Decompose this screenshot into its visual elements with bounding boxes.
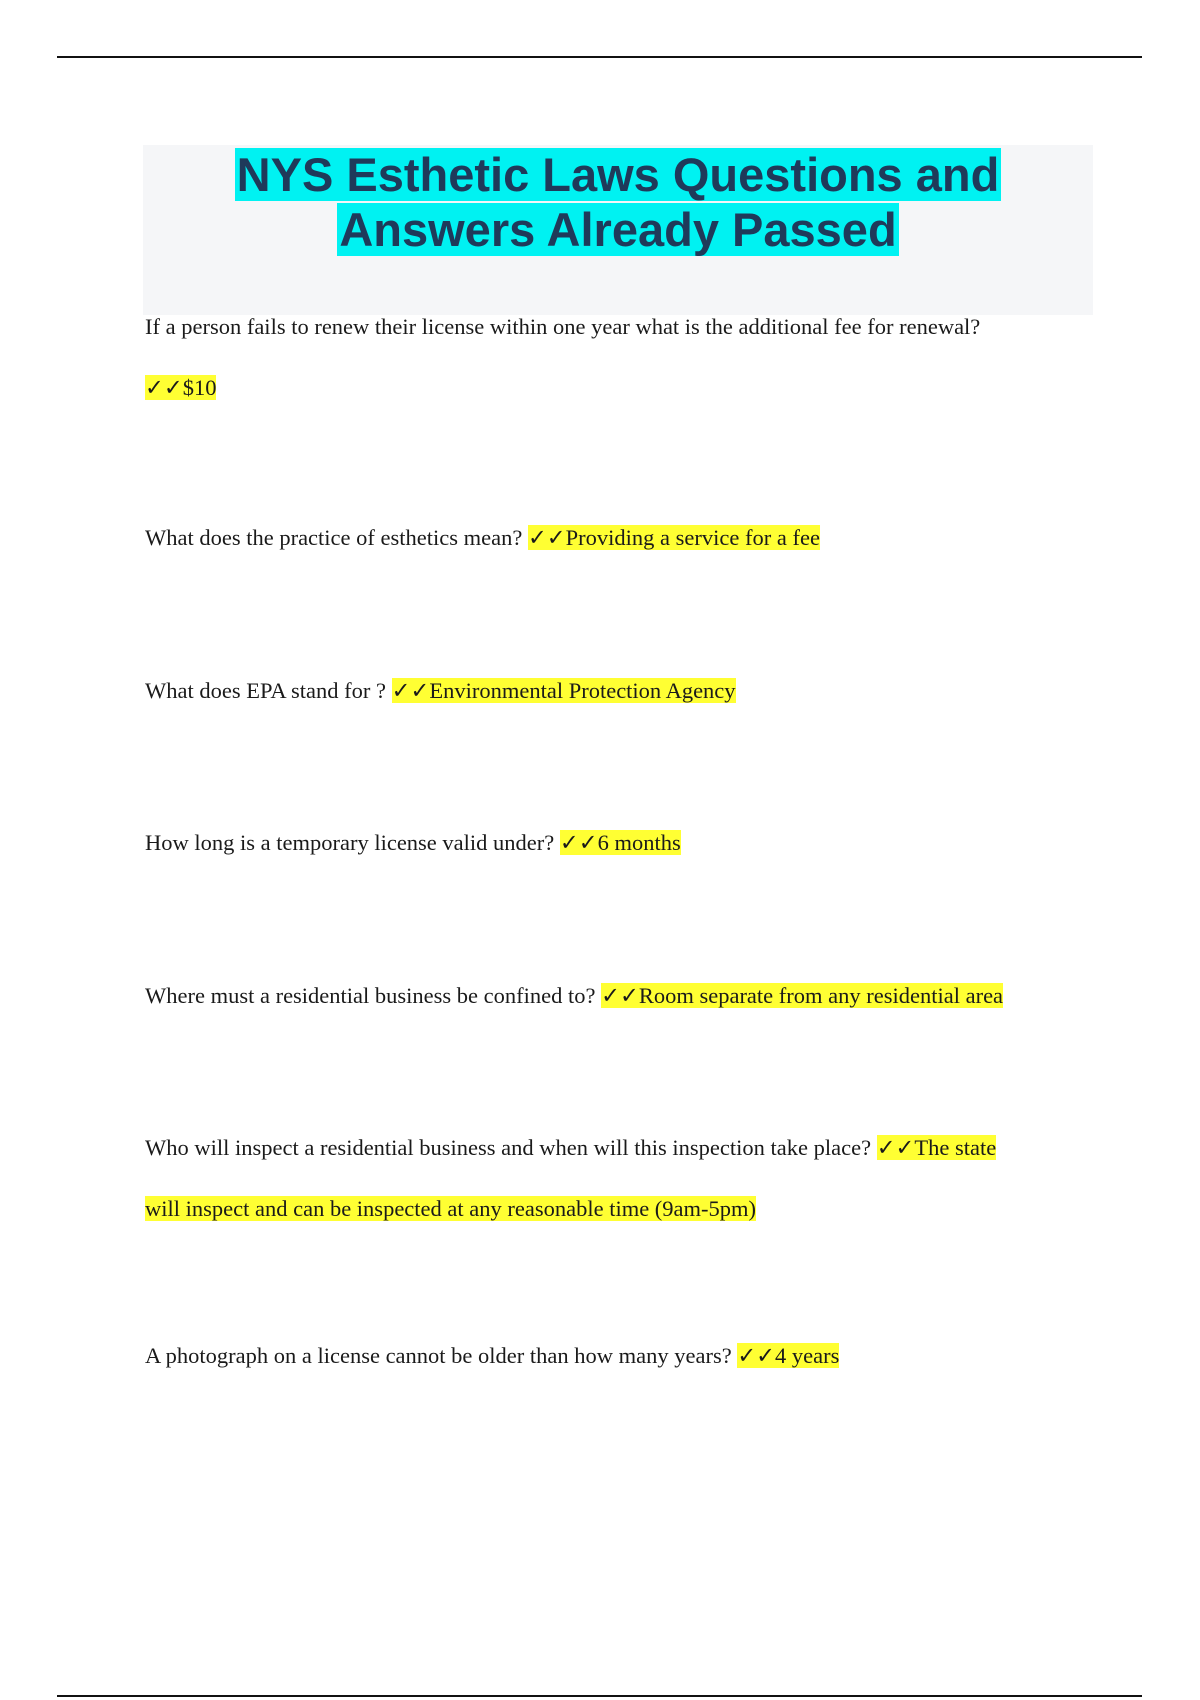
qa-item-6 xyxy=(145,1117,1105,1239)
qa-item-4 xyxy=(145,812,1105,873)
question-text: What does the practice of esthetics mean? xyxy=(145,525,523,550)
answer-highlight xyxy=(601,983,1003,1008)
question-text: Where must a residential business be confined to? xyxy=(145,983,596,1008)
check-mark-icon: ✓✓ xyxy=(559,830,598,855)
qa-item-3 xyxy=(145,660,1105,721)
top-rule xyxy=(57,56,1142,58)
answer-highlight xyxy=(877,1135,997,1160)
answer-text: will inspect and can be inspected at any reasonable time (9am-5pm) xyxy=(145,1196,757,1221)
title-block xyxy=(143,145,1093,315)
title-line-1: NYS Esthetic Laws Questions and xyxy=(236,148,1000,201)
question-text: A photograph on a license cannot be older than how many years? xyxy=(145,1343,732,1368)
answer-text: $10 xyxy=(182,375,217,400)
answer-highlight-continued xyxy=(145,1196,756,1221)
answer-text: 6 months xyxy=(597,830,681,855)
answer-highlight xyxy=(392,678,736,703)
answer-highlight xyxy=(528,525,820,550)
check-mark-icon: ✓✓ xyxy=(145,375,183,400)
answer-text: Room separate from any residential area xyxy=(638,983,1004,1008)
answer-text: 4 years xyxy=(775,1343,840,1368)
qa-item-2 xyxy=(145,507,1105,568)
question-text: Who will inspect a residential business and when will this inspection take place? xyxy=(145,1135,872,1160)
answer-text: The state xyxy=(914,1135,997,1160)
check-mark-icon: ✓✓ xyxy=(391,678,430,703)
title-line-2: Answers Already Passed xyxy=(339,203,897,256)
question-text: How long is a temporary license valid under? xyxy=(145,830,555,855)
answer-highlight xyxy=(145,375,216,400)
question-text: If a person fails to renew their license within one year what is the additional fee for renewal? xyxy=(145,314,981,339)
question-text: What does EPA stand for ? xyxy=(145,678,387,703)
qa-item-7 xyxy=(145,1325,1105,1386)
check-mark-icon: ✓✓ xyxy=(876,1135,915,1160)
answer-text: Providing a service for a fee xyxy=(565,525,820,550)
answer-text: Environmental Protection Agency xyxy=(429,678,736,703)
bottom-rule xyxy=(57,1695,1142,1697)
document-title xyxy=(143,145,1093,257)
answer-highlight xyxy=(737,1343,839,1368)
qa-item-5 xyxy=(145,965,1105,1026)
check-mark-icon: ✓✓ xyxy=(737,1343,776,1368)
check-mark-icon: ✓✓ xyxy=(601,983,639,1008)
qa-item-1 xyxy=(145,296,1105,418)
check-mark-icon: ✓✓ xyxy=(527,525,566,550)
answer-highlight xyxy=(560,830,681,855)
